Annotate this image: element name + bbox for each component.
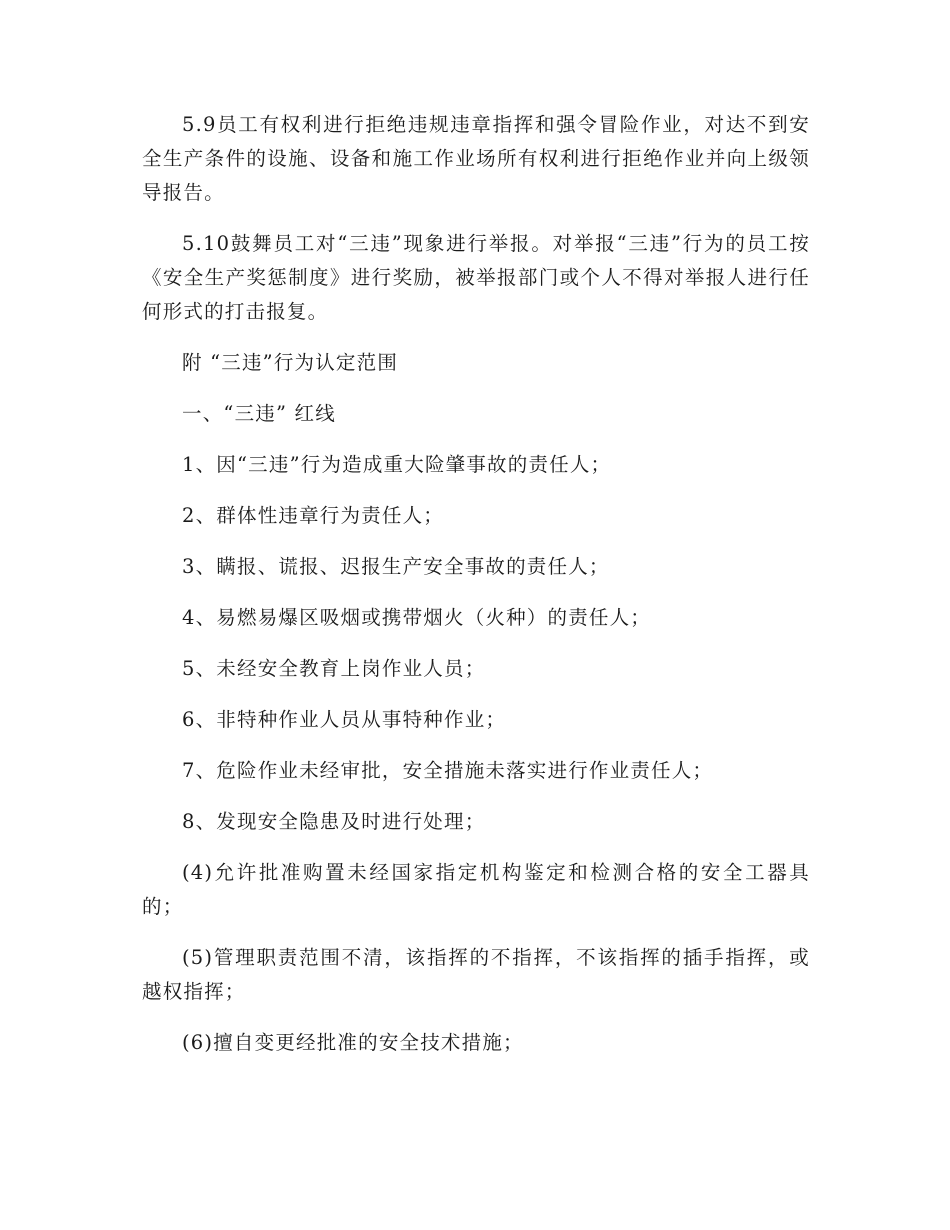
list-item-2: 2、群体性违章行为责任人； (182, 504, 445, 527)
sub-item-6: (6)擅自变更经批准的安全技术措施； (182, 1031, 524, 1054)
document-body (142, 108, 810, 1060)
list-item-3: 3、瞒报、谎报、迟报生产安全事故的责任人； (182, 555, 610, 578)
sub-item-4: (4)允许批准购置未经国家指定机构鉴定和检测合格的安全工器具的； (142, 861, 810, 918)
list-item-8: 8、发现安全隐患及时进行处理； (182, 810, 486, 833)
list-item-6: 6、非特种作业人员从事特种作业； (182, 708, 507, 731)
appendix-heading: 附 “三违”行为认定范围 (182, 351, 399, 374)
paragraph-5-10: 5.10鼓舞员工对“三违”现象进行举报。对举报“三违”行为的员工按《安全生产奖惩制度》进行奖励，被举报部门或个人不得对举报人进行任何形式的打击报复。 (142, 232, 810, 323)
sub-item-5: (5)管理职责范围不清，该指挥的不指挥，不该指挥的插手指挥，或越权指挥； (142, 946, 810, 1003)
list-item-1: 1、因“三违”行为造成重大险肇事故的责任人； (182, 453, 612, 476)
paragraph-5-9: 5.9员工有权利进行拒绝违规违章指挥和强令冒险作业，对达不到安全生产条件的设施、设备和施工作业场所有权利进行拒绝作业并向上级领导报告。 (142, 113, 810, 204)
list-item-5: 5、未经安全教育上岗作业人员； (182, 657, 486, 680)
list-item-4: 4、易燃易爆区吸烟或携带烟火（火种）的责任人； (182, 606, 652, 629)
section-heading-redline: 一、“三违” 红线 (182, 402, 336, 425)
list-item-7: 7、危险作业未经审批，安全措施未落实进行作业责任人； (182, 759, 714, 782)
